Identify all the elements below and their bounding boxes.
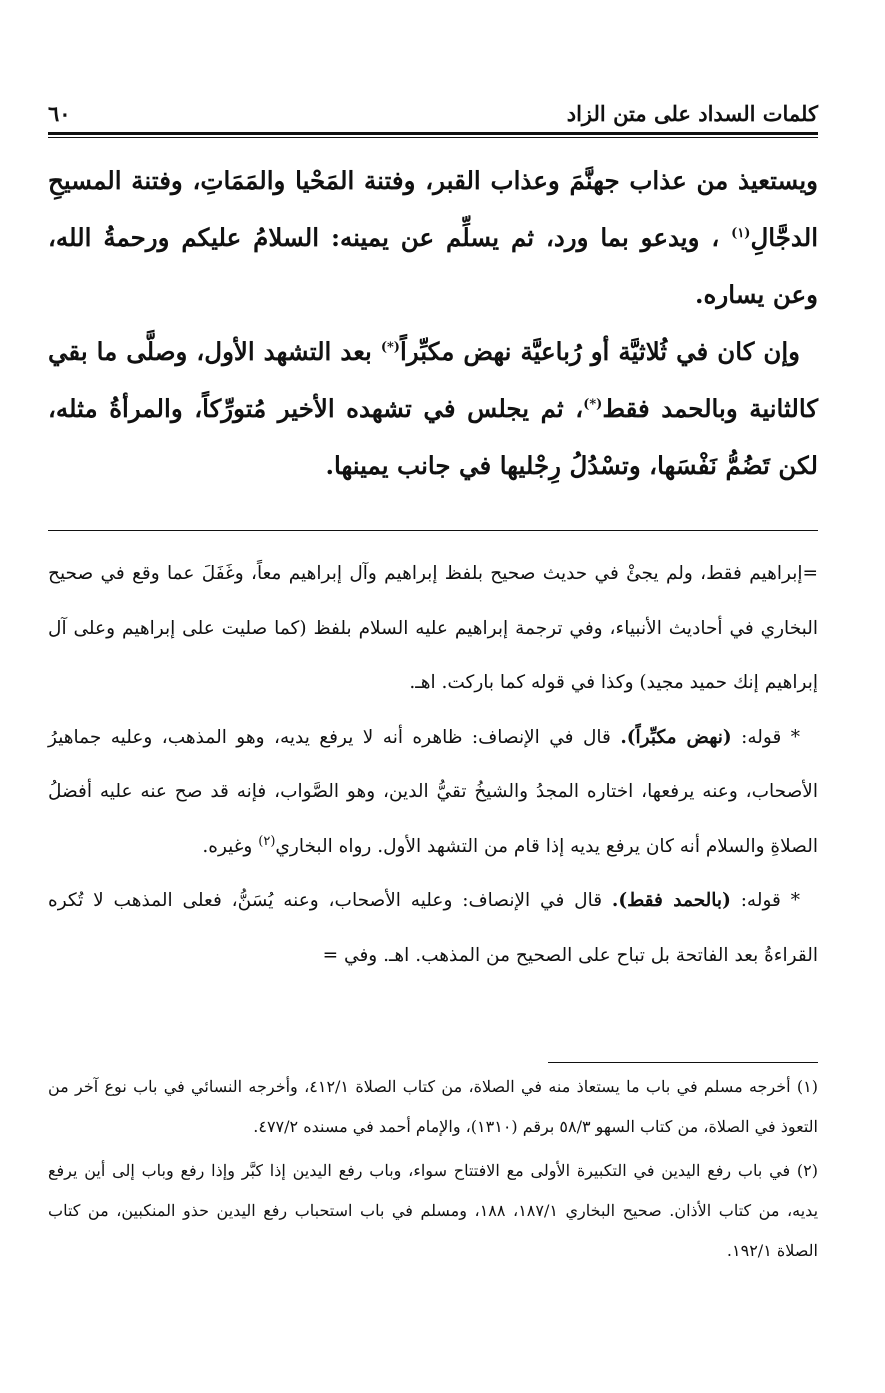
main-text-segment: وإن كان في ثُلاثيَّة أو رُباعيَّة نهض مكبِّراً xyxy=(399,337,800,366)
footnote-separator xyxy=(548,1062,818,1063)
footnotes xyxy=(48,1067,818,1275)
commentary-lead: * قوله: xyxy=(741,726,800,748)
footnote-ref-1: (١) xyxy=(731,225,751,241)
note-marker-star: (*) xyxy=(380,339,400,355)
commentary-text: قال في الإنصاف: ظاهره أنه لا يرفع يديه، وهو المذهب، وعليه جماهيرُ الأصحاب، وعنه يرفعها، اختاره المجدُ والشيخُ تقيُّ الدين، وهو الصَّواب، فإنه قد صح عنه عليه أفضلُ الصلاةِ والسلام أنه كان يرفع يديه إذا قام من التشهد الأول. رواه البخاري xyxy=(48,726,818,857)
book-title: كلمات السداد على متن الزاد xyxy=(566,101,818,126)
commentary-separator xyxy=(48,530,818,531)
commentary-paragraph-3 xyxy=(48,874,818,983)
commentary-paragraph-2 xyxy=(48,711,818,875)
commentary-text: قال في الإنصاف: وعليه الأصحاب، وعنه يُسَنُّ، فعلى المذهب لا تُكره القراءةُ بعد الفاتحة بل تباح على الصحيح من المذهب. اهـ. وفي = xyxy=(48,890,818,966)
note-marker-star: (*) xyxy=(583,396,603,412)
header-rule xyxy=(48,132,818,138)
commentary-text: وغيره. xyxy=(202,835,253,857)
main-text-segment: ، ويدعو بما ورد، ثم يسلِّم عن يمينه: السلامُ عليكم ورحمةُ الله، وعن يساره. xyxy=(48,223,818,309)
footnote-2: (٢) في باب رفع اليدين في التكبيرة الأولى مع الافتتاح سواء، وباب رفع اليدين إذا كبَّر وإذا رفع وباب إلى أين يرفع يديه، من كتاب الأذان. صحيح البخاري ١٨٧/١، ١٨٨، ومسلم في باب استحباب رفع اليدين حذو المنكبين، من كتاب الصلاة ١٩٢/١. xyxy=(48,1161,819,1260)
commentary-quote: (نهض مكبِّراً). xyxy=(620,726,732,748)
main-paragraph-2 xyxy=(48,323,818,494)
page-number: ٦٠ xyxy=(48,101,71,126)
commentary-lead: * قوله: xyxy=(740,890,800,911)
footnote-1: (١) أخرجه مسلم في باب ما يستعاذ منه في الصلاة، من كتاب الصلاة ٤١٢/١، وأخرجه النسائي في باب نوع آخر من التعوذ في الصلاة، من كتاب السهو ٥٨/٣ برقم (١٣١٠)، والإمام أحمد في مسنده ٤٧٧/٢. xyxy=(48,1077,818,1136)
commentary xyxy=(48,547,818,983)
main-text xyxy=(48,152,818,494)
footnote-ref-2: (٢) xyxy=(258,833,276,849)
running-header xyxy=(48,92,818,126)
main-text-segment: ، ثم يجلس في تشهده الأخير مُتورِّكاً، والمرأةُ مثله، لكن تَضُمُّ نَفْسَها، وتسْدُلُ رِجْليها في جانب يمينها. xyxy=(48,394,818,480)
main-paragraph-1 xyxy=(48,152,818,323)
main-text-segment: ويستعيذ من عذاب جهنَّمَ وعذاب القبر، وفتنة المَحْيا والمَمَاتِ، وفتنة المسيحِ الدجَّالِ xyxy=(48,166,818,252)
commentary-quote: (بالحمد فقط). xyxy=(611,890,731,911)
main-text-segment: بعد التشهد الأول، وصلَّى ما بقي كالثانية وبالحمد فقط xyxy=(48,337,818,423)
commentary-paragraph-1: =إبراهيم فقط، ولم يجئْ في حديث صحيح بلفظ إبراهيم وآل إبراهيم معاً، وغَفَلَ عما وقع في صحيح البخاري في أحاديث الأنبياء، وفي ترجمة إبراهيم عليه السلام بلفظ (كما صليت على إبراهيم وعلى آل إبراهيم إنك حميد مجيد) وكذا في قوله كما باركت. اهـ. xyxy=(48,563,818,693)
